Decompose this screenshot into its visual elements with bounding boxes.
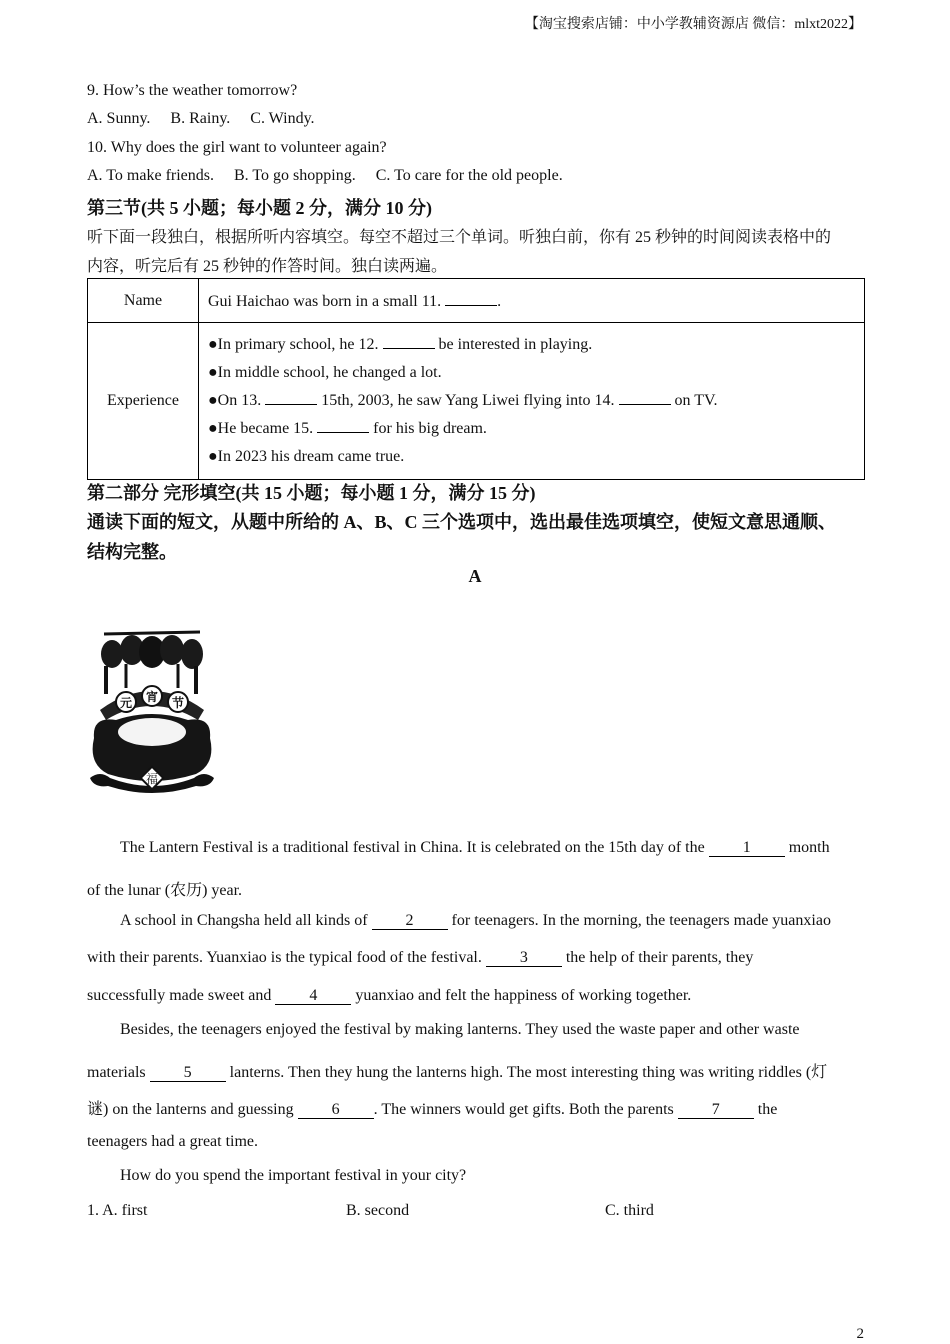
- experience-line: [208, 331, 863, 359]
- question-9: 9. How’s the weather tomorrow?: [87, 82, 298, 99]
- logo-char-2: 宵: [145, 690, 159, 704]
- passage-text: for teenagers. In the morning, the teenagers made yuanxiao: [451, 912, 831, 929]
- passage-text: the: [757, 1101, 778, 1118]
- passage-text: The Lantern Festival is a traditional festival in China. It is celebrated on the 15th day of the: [120, 839, 705, 856]
- passage-line: [87, 1059, 867, 1082]
- cloze-blank-7[interactable]: 7: [678, 1102, 754, 1119]
- passage-text: successfully made sweet and: [87, 987, 272, 1004]
- cloze-blank-6[interactable]: 6: [298, 1102, 374, 1119]
- answer-blank-13[interactable]: [265, 390, 317, 405]
- passage-text: the help of their parents, they: [565, 949, 754, 966]
- option-a: A. Sunny.: [87, 110, 151, 127]
- option-a: A. To make friends.: [87, 167, 214, 184]
- option-c: C. Windy.: [250, 110, 315, 127]
- passage-label: A: [468, 566, 482, 586]
- passage-text: materials: [87, 1064, 146, 1081]
- exp-text: ●On 13.: [208, 392, 262, 409]
- exp-text: 15th, 2003, he saw Yang Liwei flying into 14.: [321, 392, 615, 409]
- table-row: [88, 323, 865, 480]
- name-text: Gui Haichao was born in a small 11.: [208, 292, 442, 310]
- answer-blank-15[interactable]: [317, 418, 369, 433]
- experience-cell: [199, 323, 865, 480]
- page-number: 2: [856, 1326, 864, 1342]
- passage-line: of the lunar (农历) year.: [87, 882, 243, 899]
- question-10-options: [87, 167, 563, 185]
- name-cell: Gui Haichao was born in a small 11. .: [199, 279, 865, 323]
- lantern-festival-logo: [86, 628, 218, 800]
- answer-blank-11[interactable]: [445, 291, 497, 306]
- part2-instruction: 通读下面的短文，从题中所给的 A、B、C 三个选项中，选出最佳选项填空，使短文意思通顺、: [87, 512, 836, 532]
- answer-blank-12[interactable]: [383, 334, 435, 349]
- experience-line: [208, 415, 863, 443]
- exp-text: for his big dream.: [373, 420, 487, 437]
- experience-line: [208, 387, 863, 415]
- question-10: 10. Why does the girl want to volunteer again?: [87, 139, 387, 156]
- passage-text: 谜) on the lanterns and guessing: [87, 1101, 294, 1118]
- passage-line: [87, 949, 867, 967]
- passage-line: [120, 912, 900, 930]
- passage-line: [87, 1096, 867, 1119]
- section3-instruction-cont: 内容，听完后有 25 秒钟的作答时间。独白读两遍。: [87, 258, 448, 275]
- option-b: B. Rainy.: [170, 110, 231, 127]
- option-c: C. To care for the old people.: [375, 167, 563, 184]
- passage-text: lanterns. Then they hung the lanterns high. The most interesting thing was writing riddles (灯: [229, 1064, 828, 1081]
- cloze-blank-5[interactable]: 5: [150, 1065, 226, 1082]
- cloze-blank-1[interactable]: 1: [709, 840, 785, 857]
- exp-text: be interested in playing.: [438, 336, 593, 353]
- option-1c: C. third: [605, 1202, 654, 1219]
- logo-char-1: 元: [119, 696, 133, 710]
- experience-line: ●In 2023 his dream came true.: [208, 448, 405, 465]
- info-table: [87, 278, 865, 480]
- lantern-icon: [101, 632, 203, 694]
- passage-text: . The winners would get gifts. Both the parents: [373, 1101, 674, 1118]
- name-label: Name: [88, 279, 199, 323]
- passage-line: [120, 839, 900, 857]
- passage-line: Besides, the teenagers enjoyed the festival by making lanterns. They used the waste paper and other waste: [120, 1021, 800, 1038]
- answer-blank-14[interactable]: [619, 390, 671, 405]
- cloze-blank-4[interactable]: 4: [275, 988, 351, 1005]
- table-row: [88, 279, 865, 323]
- passage-text: A school in Changsha held all kinds of: [120, 912, 368, 929]
- section3-instruction: 听下面一段独白，根据所听内容填空。每空不超过三个单词。听独白前，你有 25 秒钟的时间阅读表格中的: [87, 229, 832, 246]
- experience-line: ●In middle school, he changed a lot.: [208, 364, 442, 381]
- passage-text: yuanxiao and felt the happiness of working together.: [355, 987, 692, 1004]
- section3-title: 第三节(共 5 小题；每小题 2 分，满分 10 分): [87, 198, 432, 218]
- experience-label: Experience: [88, 323, 199, 480]
- part2-title: 第二部分 完形填空(共 15 小题；每小题 1 分，满分 15 分): [87, 483, 536, 503]
- passage-line: How do you spend the important festival in your city?: [120, 1167, 467, 1184]
- option-b: B. To go shopping.: [234, 167, 356, 184]
- option-1b: B. second: [346, 1202, 410, 1219]
- passage-text: month: [788, 839, 830, 856]
- passage-line: [87, 987, 867, 1005]
- exp-text: ●In primary school, he 12.: [208, 336, 379, 353]
- logo-char-3: 节: [171, 696, 185, 710]
- part2-instruction-cont: 结构完整。: [87, 542, 177, 562]
- fu-char: 福: [145, 772, 159, 786]
- exp-text: on TV.: [674, 392, 718, 409]
- exp-text: ●He became 15.: [208, 420, 314, 437]
- passage-line: teenagers had a great time.: [87, 1133, 259, 1150]
- passage-text: with their parents. Yuanxiao is the typical food of the festival.: [87, 949, 482, 966]
- page-header: 【淘宝搜索店铺：中小学教辅资源店 微信：mlxt2022】: [524, 17, 862, 32]
- cloze-blank-3[interactable]: 3: [486, 950, 562, 967]
- option-1a: 1. A. first: [87, 1202, 148, 1219]
- question-9-options: [87, 110, 315, 128]
- cloze-blank-2[interactable]: 2: [372, 913, 448, 930]
